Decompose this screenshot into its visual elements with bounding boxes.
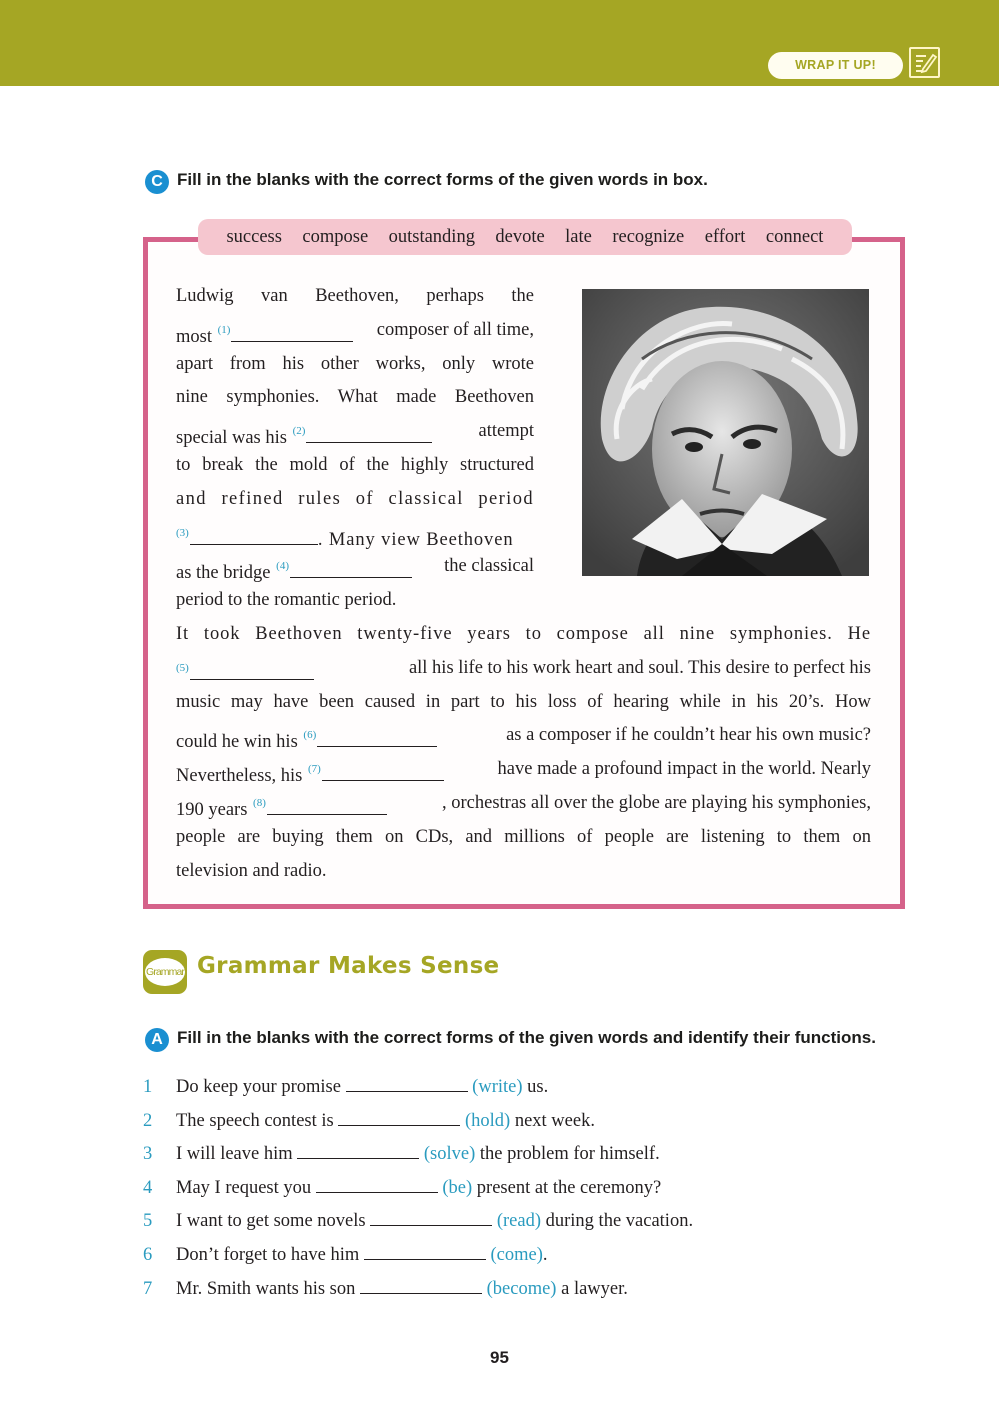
answer-blank[interactable] [316,1177,438,1193]
item-text: Don’t forget to have him [176,1244,360,1265]
exercise-c-instruction: Fill in the blanks with the correct forms of the given words in box. [177,170,708,189]
blank-number-5: (5) [176,661,189,674]
item-hint: (read) [496,1211,541,1232]
passage-line: music may have been caused in part to his loss of hearing while in his 20’s. How [176,691,871,712]
item-number: 4 [143,1177,153,1198]
passage-text: attempt [478,421,534,442]
item-number: 2 [143,1110,153,1131]
blank-2[interactable] [306,427,432,443]
word-box-item: success [226,226,282,247]
item-hint: (be) [442,1177,473,1198]
item-number: 5 [143,1211,153,1232]
passage-line: apart from his other works, only wrote [176,353,534,374]
passage-text: composer of all time, [376,319,534,340]
item-hint: (come) [490,1244,543,1265]
passage-line [176,719,871,753]
passage-text: most [176,326,212,347]
passage-line [176,550,534,584]
item-hint: (become) [486,1278,557,1299]
item-number: 3 [143,1144,153,1165]
item-text: Mr. Smith wants his son [176,1278,356,1299]
notepad-pencil-icon [909,47,940,78]
item-text: I want to get some novels [176,1211,366,1232]
blank-number-7: (7) [308,763,321,776]
item-text: a lawyer. [556,1278,628,1299]
item-text: us. [522,1077,549,1097]
word-box-item: outstanding [388,226,475,247]
word-box-item: late [565,226,592,247]
item-hint: (solve) [423,1144,476,1165]
item-text: present at the ceremony? [472,1177,662,1198]
passage-line: nine symphonies. What made Beethoven [176,387,534,408]
passage-text: special was his [176,428,287,449]
passage-line: and refined rules of classical period [176,488,534,509]
word-box-item: effort [704,226,746,247]
passage-line [176,787,871,821]
passage-text: , orchestras all over the globe are playing his symphonies, [442,792,871,813]
item-text: May I request you [176,1177,312,1198]
blank-7[interactable] [322,765,444,781]
answer-blank[interactable] [297,1143,419,1159]
item-number: 7 [143,1278,153,1299]
blank-number-2: (2) [292,425,306,438]
item-text: The speech contest is [176,1110,334,1131]
passage-line: period to the romantic period. [176,590,397,611]
blank-number-1: (1) [217,323,231,336]
blank-number-3: (3) [176,526,189,539]
blank-3[interactable] [190,529,318,545]
exercise-c-badge: C [145,170,169,194]
item-hint: (hold) [464,1110,511,1131]
passage-text: could he win his [176,732,298,753]
word-box-item: compose [302,226,369,247]
beethoven-portrait [582,289,869,576]
blank-number-4: (4) [276,560,289,573]
page-number: 95 [490,1348,509,1367]
item-text: I will leave him [176,1144,293,1165]
blank-1[interactable] [231,326,353,342]
word-box [198,219,852,255]
passage-line: to break the mold of the highly structured [176,454,534,475]
passage-text: as the bridge [176,563,271,584]
passage-text: all his life to his work heart and soul. This desire to perfect his [408,657,871,678]
passage-line: It took Beethoven twenty-five years to compose all nine symphonies. He [176,624,871,644]
grammar-logo-text: Grammar [145,958,185,986]
item-number: 1 [143,1077,153,1097]
passage-text: have made a profound impact in the world. Nearly [497,759,871,780]
blank-4[interactable] [290,562,412,578]
grammar-section-title: Grammar Makes Sense [197,953,500,979]
answer-blank[interactable] [370,1210,492,1226]
passage-text: Nevertheless, his [176,766,303,787]
word-box-item: devote [495,226,545,247]
grammar-logo-icon [143,950,187,994]
answer-blank[interactable] [346,1076,468,1092]
word-box-item: connect [765,226,824,247]
exercise-a-badge: A [145,1028,169,1052]
passage-line [176,517,534,551]
item-text: . [542,1244,548,1265]
passage-top [176,280,534,618]
blank-number-8: (8) [253,796,266,809]
passage-text: the classical [444,556,534,577]
answer-blank[interactable] [364,1244,486,1260]
blank-5[interactable] [190,664,314,680]
passage-line [176,753,871,787]
blank-6[interactable] [317,731,437,747]
word-box-item: recognize [612,226,685,247]
item-number: 6 [143,1244,153,1265]
section-label-pill: WRAP IT UP! [768,52,903,79]
item-text: the problem for himself. [475,1144,660,1165]
item-text: Do keep your promise [176,1077,341,1097]
item-hint: (write) [472,1077,523,1097]
exercise-a-instruction: Fill in the blanks with the correct forms of the given words and identify their functions. [177,1028,876,1047]
passage-line: Ludwig van Beethoven, perhaps the [176,286,534,306]
passage-line [176,652,871,686]
passage-line [176,415,534,449]
passage-line: people are buying them on CDs, and millions of people are listening to them on [176,826,871,847]
passage-text: as a composer if he couldn’t hear his own music? [506,725,871,746]
passage-line: television and radio. [176,860,327,881]
answer-blank[interactable] [338,1110,460,1126]
passage-text: . Many view Beethoven [317,529,514,550]
passage-line [176,314,534,348]
passage-text: 190 years [176,799,248,820]
blank-number-6: (6) [303,729,317,742]
item-text: during the vacation. [541,1211,694,1232]
blank-8[interactable] [267,799,387,815]
answer-blank[interactable] [360,1278,482,1294]
passage-bottom [176,618,871,888]
item-text: next week. [510,1110,595,1131]
